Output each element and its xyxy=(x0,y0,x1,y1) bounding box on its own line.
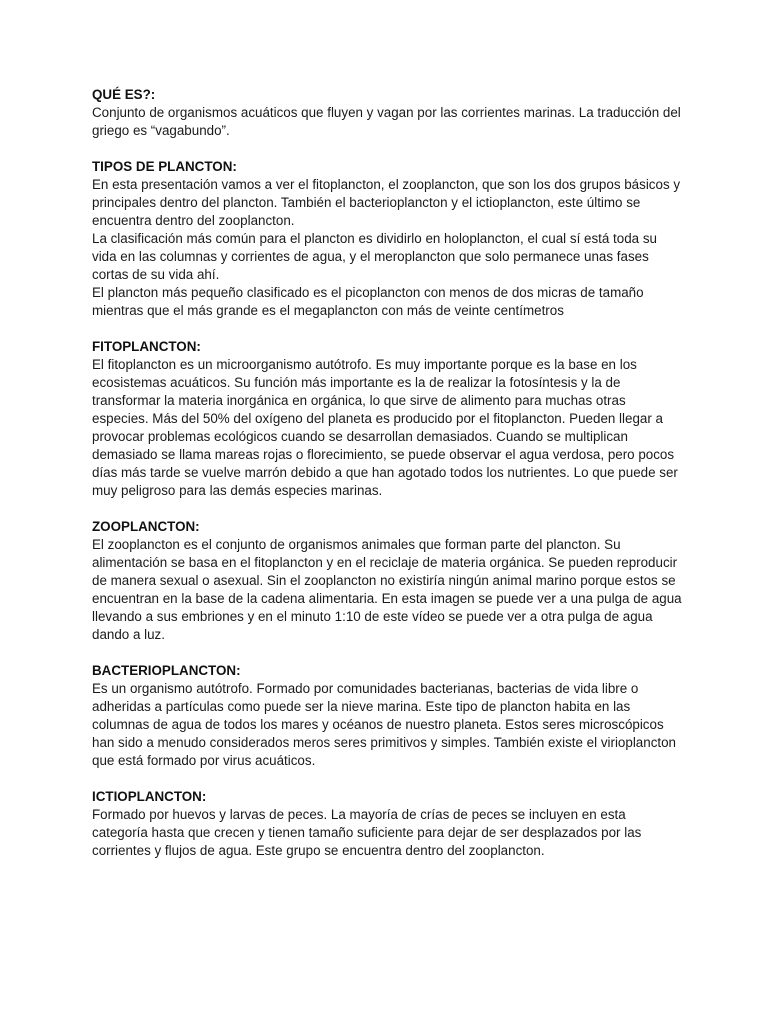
section-heading: QUÉ ES?: xyxy=(92,87,156,102)
section-heading: TIPOS DE PLANCTON: xyxy=(92,159,237,174)
section-paragraph: El fitoplancton es un microorganismo autótrofo. Es muy importante porque es la base en los ecosistemas acuáticos. Su función más importante es la de realizar la fotosíntesis y la de transformar la materia inorgánica en orgánica, lo que sirve de alimento para muchas otras especies. Más del 50% del oxígeno del planeta es producido por el fitoplancton. Pueden llegar a provocar problemas ecológicos cuando se desarrollan demasiados. Cuando se multiplican demasiado se llama mareas rojas o florecimiento, se puede observar el agua verdosa, pero pocos días más tarde se vuelve marrón debido a que han agotado todos los nutrientes. Lo que puede ser muy peligroso para las demás especies marinas. xyxy=(92,357,678,498)
section-heading: ZOOPLANCTON: xyxy=(92,519,200,534)
section-paragraph: La clasificación más común para el plancton es dividirlo en holoplancton, el cual sí está toda su vida en las columnas y corrientes de agua, y el meroplancton que solo permanece unas fases cortas de su vida ahí. xyxy=(92,231,657,282)
section-bacterioplancton xyxy=(92,662,682,770)
section-heading: BACTERIOPLANCTON: xyxy=(92,663,241,678)
section-tipos-de-plancton xyxy=(92,158,682,320)
section-que-es xyxy=(92,86,682,140)
section-zooplancton xyxy=(92,518,682,644)
section-paragraph: Formado por huevos y larvas de peces. La mayoría de crías de peces se incluyen en esta categoría hasta que crecen y tienen tamaño suficiente para dejar de ser desplazados por las corrientes y flujos de agua. Este grupo se encuentra dentro del zooplancton. xyxy=(92,807,642,858)
section-paragraph: El zooplancton es el conjunto de organismos animales que forman parte del plancton. Su alimentación se basa en el fitoplancton y en el reciclaje de materia orgánica. Se pueden reproducir de manera sexual o asexual. Sin el zooplancton no existiría ningún animal marino porque estos se encuentran en la base de la cadena alimentaria. En esta imagen se puede ver a una pulga de agua llevando a sus embriones y en el minuto 1:10 de este vídeo se puede ver a otra pulga de agua dando a luz. xyxy=(92,537,682,642)
section-paragraph: Es un organismo autótrofo. Formado por comunidades bacterianas, bacterias de vida libre o adheridas a partículas como puede ser la nieve marina. Este tipo de plancton habita en las columnas de agua de todos los mares y océanos de nuestro planeta. Estos seres microscópicos han sido a menudo considerados meros seres primitivos y simples. También existe el virioplancton que está formado por virus acuáticos. xyxy=(92,681,677,768)
section-paragraph: Conjunto de organismos acuáticos que fluyen y vagan por las corrientes marinas. La traducción del griego es “vagabundo”. xyxy=(92,105,681,138)
section-paragraph: En esta presentación vamos a ver el fitoplancton, el zooplancton, que son los dos grupos básicos y principales dentro del plancton. También el bacterioplancton y el ictioplancton, este último se encuentra dentro del zooplancton. xyxy=(92,177,681,228)
section-heading: ICTIOPLANCTON: xyxy=(92,789,207,804)
section-ictioplancton xyxy=(92,788,682,860)
document-body xyxy=(92,86,682,878)
section-paragraph: El plancton más pequeño clasificado es el picoplancton con menos de dos micras de tamaño mientras que el más grande es el megaplancton con más de veinte centímetros xyxy=(92,285,644,318)
section-heading: FITOPLANCTON: xyxy=(92,339,201,354)
section-fitoplancton xyxy=(92,338,682,500)
